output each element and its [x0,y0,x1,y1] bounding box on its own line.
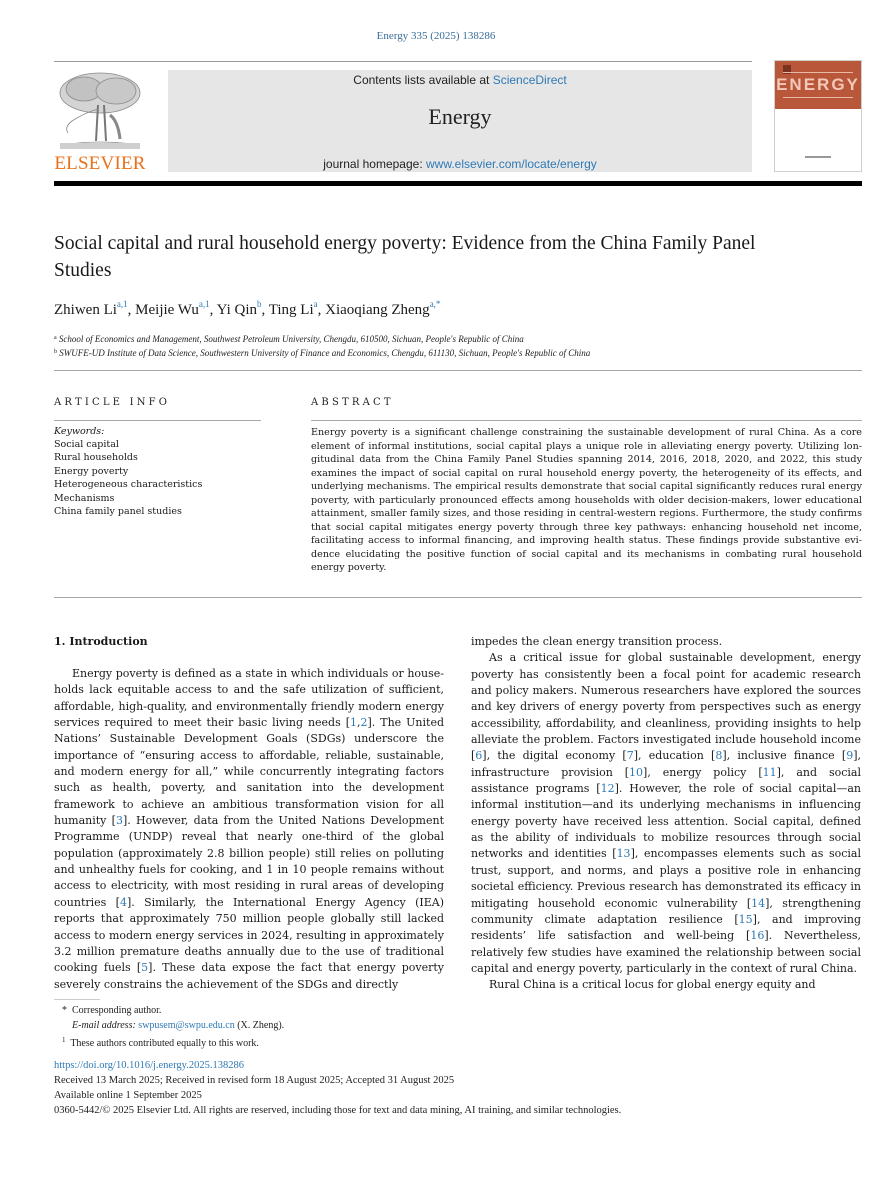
reference-link[interactable]: 1 [350,716,357,730]
cover-banner [775,61,861,109]
cover-rule [783,72,853,73]
publication-info [54,1058,621,1118]
text-run: ], and improving residents’ life satisfaction and well-being [ [471,912,861,943]
keyword-list [54,438,202,518]
text-run: ]. Similarly, the International Energy Agency (IEA) reports that approximately 750 million people globally still lacked access to modern energy services in 2024, resulting in approximately 3.2 million premature deaths annually due to the use of traditional cooking fuels [ [54,895,445,975]
author-list: Zhiwen Li$^{a,1}$, Meijie Wu$^{a,1}$, Yi Qin$^b$, Ting Li$^a$, Xiaoqiang Zheng$^{a,*}$ [54,299,441,318]
footnotes [62,1003,284,1051]
author-affil-mark[interactable]: b [257,299,262,309]
reference-link[interactable]: 8 [715,749,723,763]
text-run: ]. These data expose the fact that energy poverty severely constrains the achievement of the SDGs and directly [54,961,444,991]
reference-link[interactable]: 9 [846,749,854,763]
article-info-rule [54,420,261,421]
header-thick-rule [54,181,862,186]
text-run: ], encompasses elements such as social trust, support, and norms, and plays a positive role in enhancing societal efficiency. Previous research has demonstrated its efficacy in mitigating household economic vulnerability [ [471,847,861,910]
affiliation-text: School of Economics and Management, Southwest Petroleum University, Chengdu, 610500, Sichuan, People's Republic of China [58,334,524,344]
author-affil-mark[interactable]: a,* [429,299,441,309]
reference-link[interactable]: 11 [762,765,777,779]
contents-line [168,73,752,87]
text-run: ], inclusive finance [ [722,749,847,763]
text-run: ], infrastructure provision [ [471,749,862,779]
abstract-text: Energy poverty is a significant challenge constraining the sustainable development of rural China. As a core element of informal institutions, social capital plays a unique role in alleviating energy poverty. Utilizing longitudinal data from the China Family Panel Studies spanning 2014, 2016, 2018, 2020, and 2022, this study examines the impact of social capital on rural household energy poverty, the heterogeneity of its effects, and underlying mechanisms. The empirical results demonstrate that social capital significantly reduces rural energy poverty, with particularly pronounced effects among households with older decision-makers, lower educational attainment, smaller family sizes, and those residing in central-western regions. Furthermore, the study confirms that social capital mitigates energy poverty through three key pathways: enhancing household net income, facilitating access to informal financing, and improving health status. These findings provide substantive evidence elucidating the positive function of social capital and its mechanisms in combating rural household energy poverty. [311,427,862,573]
section-heading-introduction: 1. Introduction [54,635,148,648]
email-link[interactable]: swpusem@swpu.edu.cn [138,1020,235,1031]
affiliation-mark: b [54,349,57,355]
text-run: ], and social assistance programs [ [471,765,861,796]
keyword-item[interactable]: China family panel studies [54,506,182,518]
reference-link[interactable]: 2 [360,716,368,730]
keywords-label: Keywords: [54,426,105,437]
author-name[interactable]: Zhiwen Li [54,302,117,318]
affiliation-b [54,346,590,360]
keyword-item[interactable]: Social capital [54,439,119,450]
text-run: ]. Nevertheless, relatively few studies have examined the relationship between social capital and energy poverty, particularly in the context of rural China. [471,929,861,975]
journal-citation[interactable]: Energy 335 (2025) 138286 [376,30,496,42]
author-name[interactable]: Ting Li [268,302,314,318]
reference-link[interactable]: 10 [629,765,644,779]
journal-homepage-link[interactable]: www.elsevier.com/locate/energy [426,157,597,171]
footnote-email [62,1018,284,1033]
author-name[interactable]: Meijie Wu [135,302,199,318]
publication-history: Received 13 March 2025; Received in revised form 18 August 2025; Accepted 31 August 2025 [54,1075,455,1086]
text-run: ], energy policy [ [643,765,763,779]
footnote-rule [54,999,100,1000]
reference-link[interactable]: 4 [119,895,127,909]
reference-link[interactable]: 16 [750,929,765,943]
reference-link[interactable]: 6 [475,749,483,763]
text-run: ], strengthening community climate adaptation resilience [ [471,896,861,926]
footnote-mark: 1 [62,1036,66,1044]
affiliations [54,332,590,360]
elsevier-wordmark: ELSEVIER [54,153,146,174]
journal-cover-thumbnail[interactable] [774,60,862,172]
text-run: ], education [ [633,749,716,763]
cover-footer-mark [805,156,831,158]
affiliation-mark: a [54,335,57,341]
text-run: As a critical issue for global sustainable development, energy poverty has consistently been a focal point for academic research and policy makers. Numerous researchers have explored the sources and key drivers of energy poverty from perspectives such as energy accessibility, affordability, and cleanliness, providing insights to help alleviate the problem. Factors investigated include household income [ [471,651,861,763]
footnote-corresponding [62,1003,284,1018]
cover-rule [783,97,853,98]
reference-link[interactable]: 5 [141,961,149,975]
available-online: Available online 1 September 2025 [54,1090,202,1101]
footnote-text: These authors contributed equally to this work. [70,1038,259,1049]
journal-header-band [168,70,752,172]
header-top-rule [54,61,752,62]
text-run: ], the digital economy [ [482,749,627,763]
article-title: Social capital and rural household energy poverty: Evidence from the China Family Panel Studies [54,233,756,281]
keyword-item[interactable]: Heterogeneous characteristics [54,479,203,491]
contents-prefix: Contents lists available at [353,73,493,87]
copyright-notice: 0360-5442/© 2025 Elsevier Ltd. All rights are reserved, including those for text and data mining, AI training, and similar technologies. [54,1105,622,1116]
author-name[interactable]: Yi Qin [216,302,257,318]
cover-title: ENERGY [776,75,860,94]
email-label: E-mail address: [72,1020,136,1031]
email-suffix: (X. Zheng). [234,1020,285,1031]
paragraph: Rural China is a critical locus for global energy equity and [489,978,816,992]
elsevier-logo[interactable] [50,67,150,175]
author-name[interactable]: Xiaoqiang Zheng [325,302,430,318]
sciencedirect-link[interactable]: ScienceDirect [492,73,567,87]
reference-link[interactable]: 3 [115,814,123,828]
author-affil-mark[interactable]: a,1 [116,299,128,309]
footnote-equal-contribution [62,1033,284,1051]
footnote-mark: * [62,1005,67,1016]
paragraph: impedes the clean energy transition process. [471,635,723,648]
author-affil-mark[interactable]: a [313,299,318,309]
reference-link[interactable]: 12 [600,782,615,796]
homepage-line [168,157,752,171]
keyword-item[interactable]: Rural households [54,452,138,464]
paragraph [471,650,861,977]
affiliation-a [54,332,590,346]
reference-link[interactable]: 15 [738,912,753,926]
journal-name: Energy [428,104,492,129]
reference-link[interactable]: 14 [751,896,766,910]
doi-link[interactable]: https://doi.org/10.1016/j.energy.2025.138286 [54,1060,244,1071]
footnote-text: Corresponding author. [72,1005,162,1016]
paragraph [54,666,444,993]
author-affil-mark[interactable]: a,1 [198,299,210,309]
text-run: ]. However, the role of social capital—an informal institution—and its underlying mechanisms in influencing energy poverty have received less attention. Social capital, defined as the ability of individuals to mobilize resources through social networks and identities [ [471,782,861,861]
keyword-item[interactable]: Mechanisms [54,492,115,504]
text-run: Energy poverty is defined as a state in which individuals or households lack equitable access to and the safe utilization of sufficient, affordable, high-quality, and environmentally friendly modern energy services required to meet their basic living needs [ [54,667,444,730]
elsevier-tree-icon [54,69,146,153]
affiliation-text: SWUFE-UD Institute of Data Science, Southwestern University of Finance and Economics, Chengdu, 611130, Sichuan, People's Republic of China [59,348,591,358]
divider-rule [54,597,862,598]
homepage-prefix: journal homepage: [323,157,426,171]
reference-link[interactable]: 13 [616,847,631,861]
body-column-left [54,666,444,993]
keyword-item[interactable]: Energy poverty [54,465,129,477]
abstract-heading: ABSTRACT [311,397,394,408]
text-run: ]. However, data from the United Nations Development Programme (UNDP) reveal that nearly one-third of the global population (approximately 2.8 billion people) still relies on polluting and unhealthy fuels for cooking, and 1 in 10 people remains without access to electricity, with most residing in rural areas of developing countries [ [54,814,444,909]
abstract-rule [311,420,862,421]
body-column-right [471,634,861,994]
divider-rule [54,370,862,371]
text-run: ]. The United Nations’ Sustainable Development Goals (SDGs) underscore the importance of “ensuring access to affordable, reliable, sustainable, and modern energy for all,” while concurrently integrating factors such as health, poverty, and sanitation into the development framework to achieve an ambitious transformation vision for all humanity [ [54,716,444,828]
reference-link[interactable]: 7 [626,749,634,763]
text-run: , [357,716,361,730]
article-info-heading: ARTICLE INFO [54,397,171,408]
